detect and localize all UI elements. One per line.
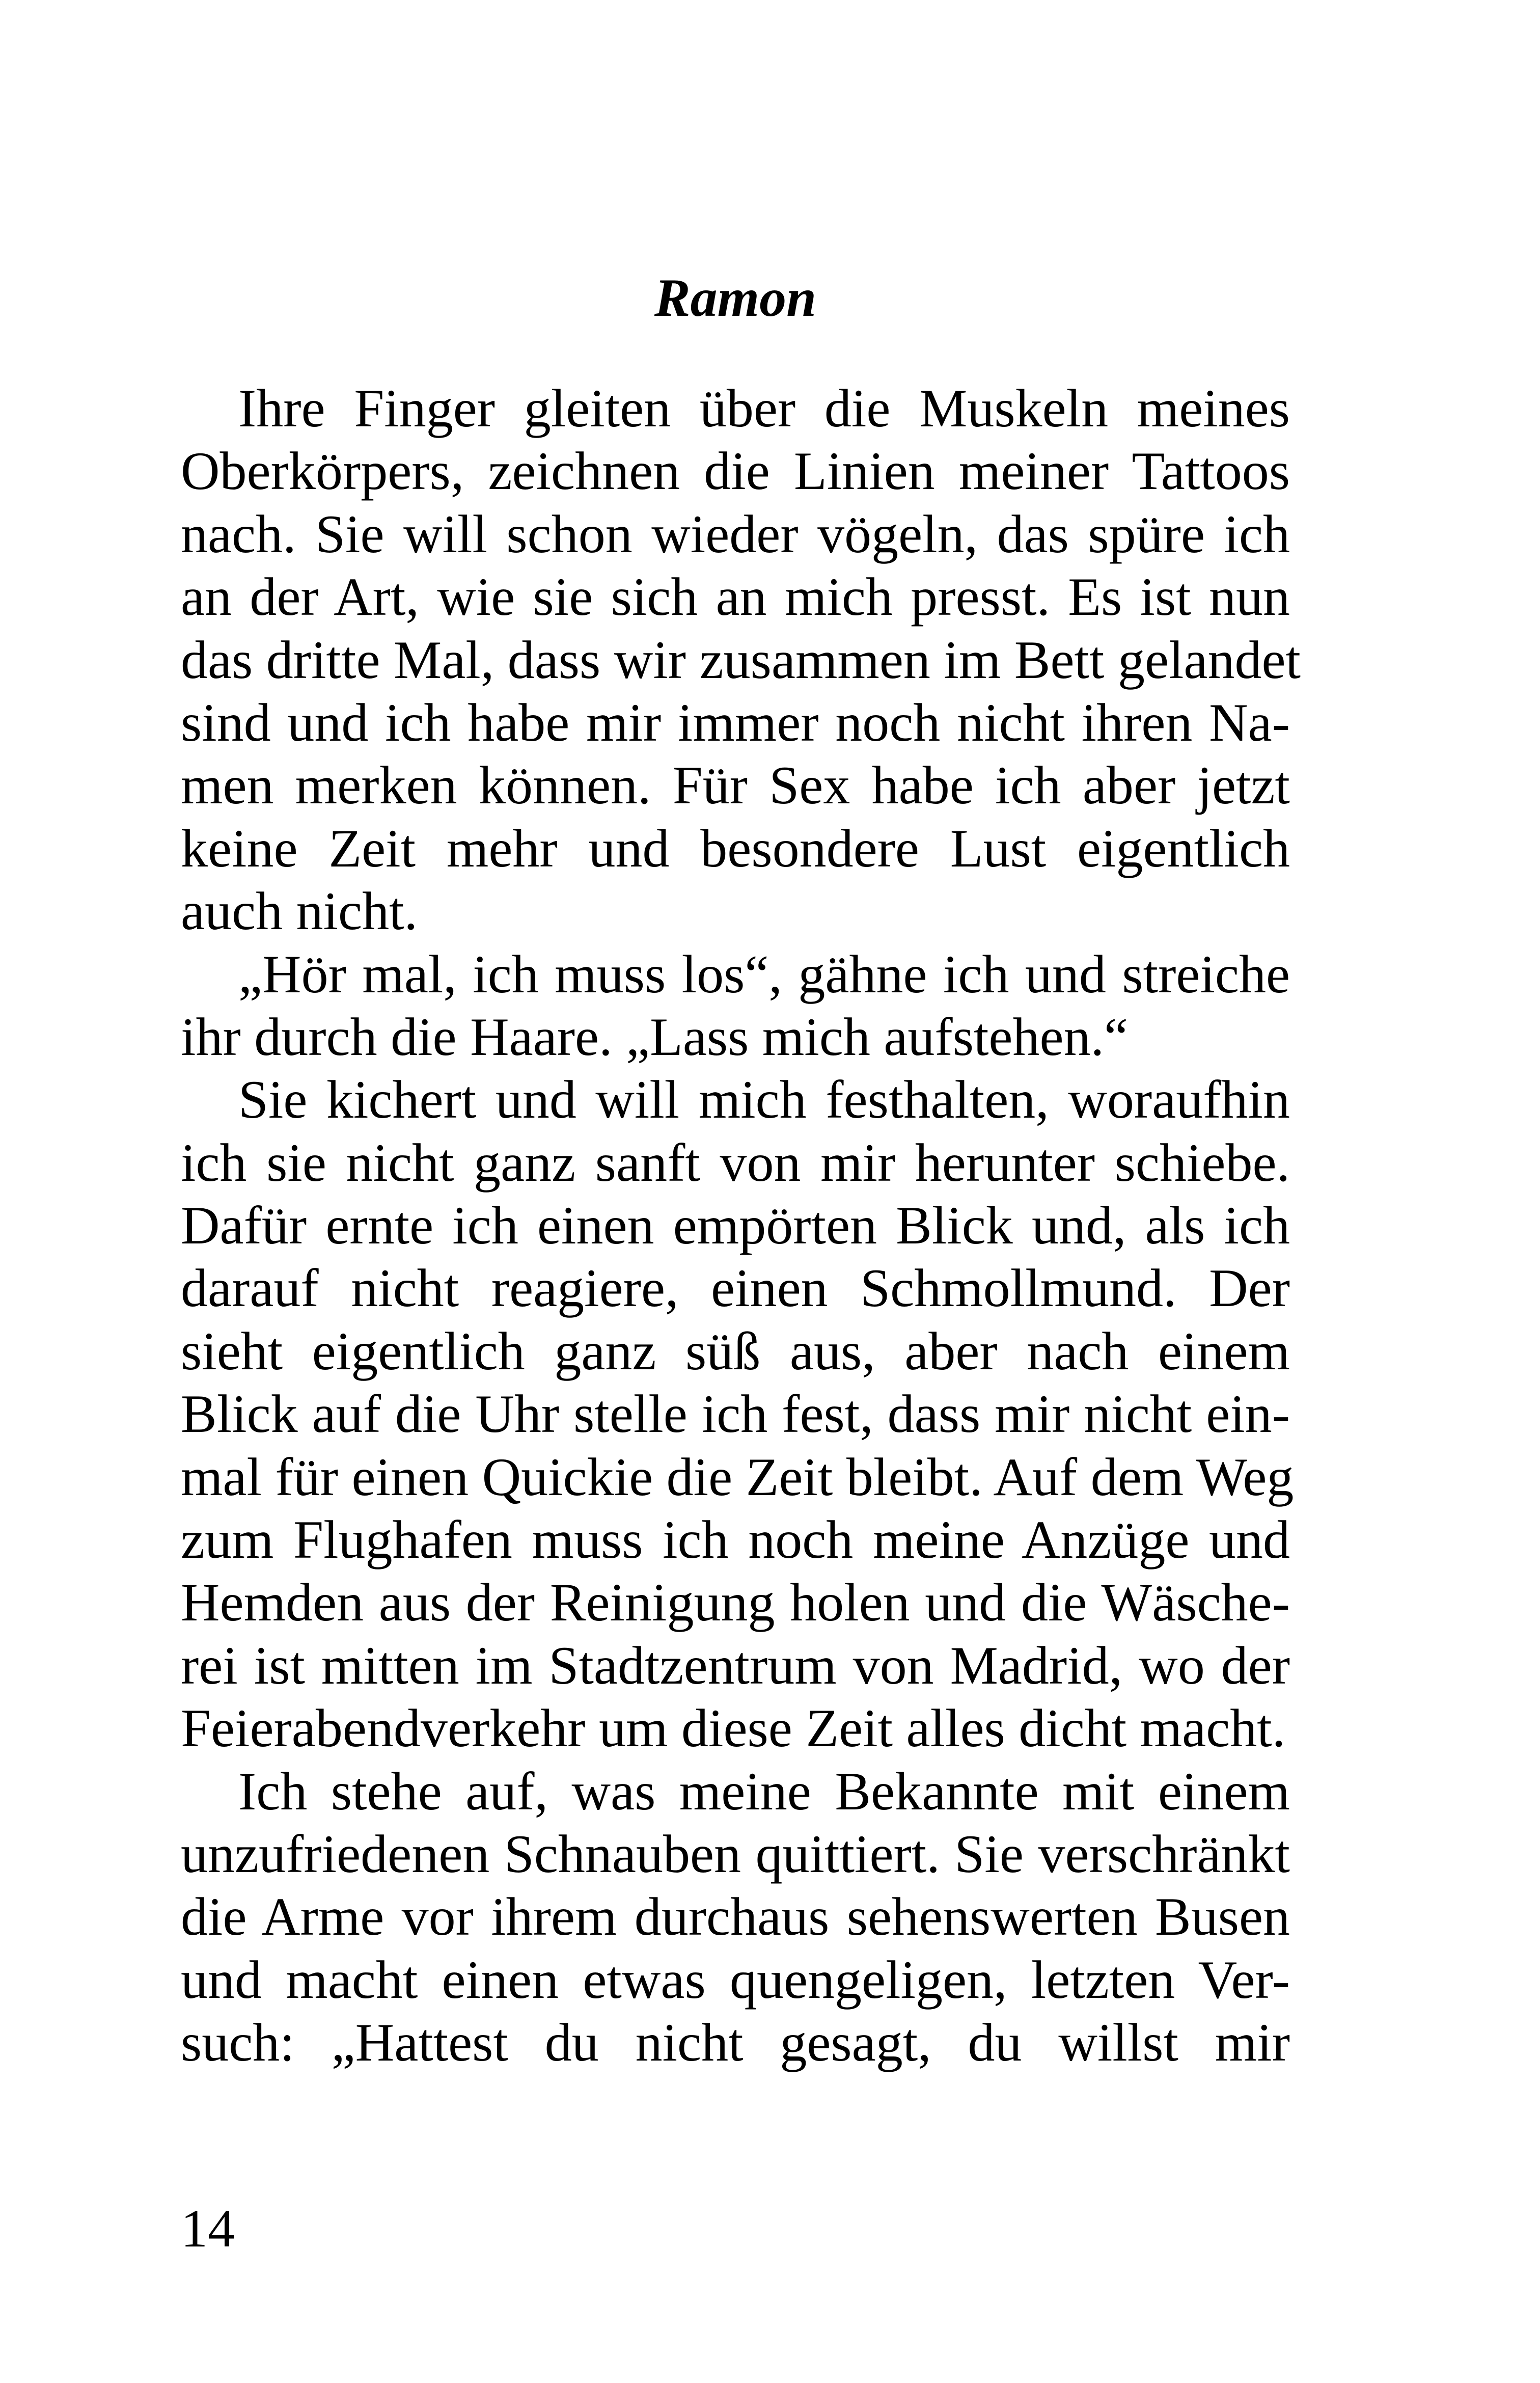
text-line: das dritte Mal, dass wir zusammen im Bett gelandet	[181, 630, 1301, 690]
text-line: Blick auf die Uhr stelle ich fest, dass mir nicht ein-	[181, 1384, 1290, 1444]
text-line: Feierabendverkehr um diese Zeit alles dicht macht.	[181, 1698, 1286, 1758]
text-line: darauf nicht reagiere, einen Schmollmund. Der	[181, 1258, 1290, 1318]
text-line: men merken können. Für Sex habe ich aber jetzt	[181, 755, 1290, 816]
text-line: nach. Sie will schon wieder vögeln, das spüre ich	[181, 504, 1290, 564]
text-line: Ich stehe auf, was meine Bekannte mit einem	[238, 1761, 1290, 1821]
text-line: ich sie nicht ganz sanft von mir herunter schiebe.	[181, 1132, 1290, 1193]
text-line: unzufriedenen Schnauben quittiert. Sie verschränkt	[181, 1824, 1290, 1884]
text-line: keine Zeit mehr und besondere Lust eigentlich	[181, 818, 1290, 878]
chapter-title: Ramon	[654, 268, 817, 328]
text-line: an der Art, wie sie sich an mich presst. Es ist nun	[181, 567, 1290, 627]
text-line: auch nicht.	[181, 881, 418, 941]
text-line: ihr durch die Haare. „Lass mich aufstehen.“	[181, 1007, 1129, 1067]
body-text	[181, 377, 1301, 2074]
text-line: rei ist mitten im Stadtzentrum von Madrid, wo der	[181, 1635, 1290, 1695]
text-line: zum Flughafen muss ich noch meine Anzüge und	[181, 1510, 1290, 1570]
text-line: sieht eigentlich ganz süß aus, aber nach einem	[181, 1321, 1290, 1381]
page-number: 14	[181, 2199, 235, 2258]
text-line: mal für einen Quickie die Zeit bleibt. Auf dem Weg	[181, 1447, 1294, 1507]
text-line: die Arme vor ihrem durchaus sehenswerten Busen	[181, 1887, 1290, 1947]
text-line: Hemden aus der Reinigung holen und die Wäsche-	[181, 1573, 1290, 1633]
text-line: sind und ich habe mir immer noch nicht ihren Na-	[181, 692, 1290, 752]
text-line: such: „Hattest du nicht gesagt, du willst mir	[181, 2013, 1290, 2073]
text-line: und macht einen etwas quengeligen, letzten Ver-	[181, 1949, 1290, 2010]
text-line: Dafür ernte ich einen empörten Blick und, als ich	[181, 1196, 1290, 1256]
text-line: „Hör mal, ich muss los“, gähne ich und streiche	[238, 944, 1290, 1004]
text-line: Sie kichert und will mich festhalten, woraufhin	[238, 1070, 1290, 1130]
text-line: Oberkörpers, zeichnen die Linien meiner Tattoos	[181, 441, 1290, 501]
text-line: Ihre Finger gleiten über die Muskeln meines	[238, 378, 1290, 438]
